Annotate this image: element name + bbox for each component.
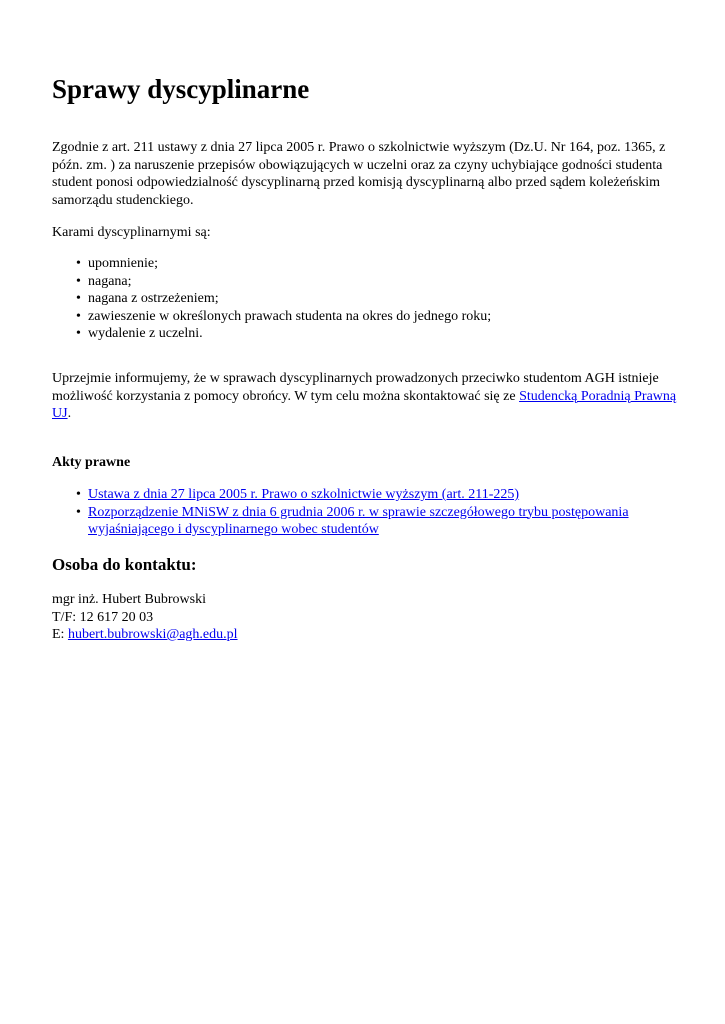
- penalties-intro: Karami dyscyplinarnymi są:: [52, 225, 211, 240]
- legal-clinic-link[interactable]: Studencką Poradnią Prawną UJ: [52, 388, 677, 421]
- intro-paragraph: Zgodnie z art. 211 ustawy z dnia 27 lipca 2005 r. Prawo o szkolnictwie wyższym (Dz.U. Nr 164, poz. 1365, z późn. zm. ) za naruszenie przepisów obowiązujących w uczelni oraz za czyny uchybiające godności studenta student ponosi odpowiedzialność dyscyplinarną przed komisją dyscyplinarną albo przed sądem koleżeńskim samorządu studenckiego.: [52, 140, 666, 208]
- bullet-icon: •: [76, 326, 81, 341]
- penalty-text: wydalenie z uczelni.: [88, 326, 203, 341]
- bullet-icon: •: [76, 504, 81, 520]
- list-item: [76, 290, 688, 308]
- info-end: .: [67, 406, 72, 421]
- penalties-list: [52, 255, 688, 343]
- bullet-icon: •: [76, 291, 81, 306]
- email-label: E:: [52, 627, 68, 642]
- penalty-text: zawieszenie w określonych prawach studenta na okres do jednego roku;: [88, 308, 492, 324]
- list-item: [76, 486, 688, 504]
- acts-heading: Akty prawne: [52, 455, 131, 470]
- list-item: [76, 273, 688, 291]
- email-link[interactable]: hubert.bubrowski@agh.edu.pl: [67, 627, 238, 642]
- act-link-ustawa[interactable]: Ustawa z dnia 27 lipca 2005 r. Prawo o szkolnictwie wyższym (art. 211-225): [88, 487, 520, 502]
- list-item: [76, 308, 688, 326]
- acts-list: [52, 486, 688, 539]
- list-item: [76, 325, 688, 343]
- info-paragraph: [52, 370, 682, 423]
- bullet-icon: •: [76, 256, 81, 271]
- bullet-icon: •: [76, 487, 81, 502]
- page-title: Sprawy dyscyplinarne: [52, 74, 310, 104]
- contact-block: [52, 591, 238, 644]
- contact-phone: T/F: 12 617 20 03: [52, 609, 154, 625]
- penalty-text: upomnienie;: [88, 256, 158, 271]
- bullet-icon: •: [76, 273, 81, 289]
- penalty-text: nagana z ostrzeżeniem;: [88, 291, 219, 306]
- info-text: Uprzejmie informujemy, że w sprawach dyscyplinarnych prowadzonych przeciwko studentom AGH istnieje możliwość korzystania z pomocy obrońcy. W tym celu można skontaktować się ze: [52, 371, 659, 404]
- act-link-rozporzadzenie[interactable]: Rozporządzenie MNiSW z dnia 6 grudnia 2006 r. w sprawie szczegółowego trybu postępowania wyjaśniającego i dyscyplinarnego wobec studentów: [88, 504, 629, 537]
- contact-name: mgr inż. Hubert Bubrowski: [52, 592, 206, 607]
- bullet-icon: •: [76, 308, 81, 324]
- list-item: [76, 504, 688, 539]
- contact-heading: Osoba do kontaktu:: [52, 555, 197, 574]
- list-item: [76, 255, 688, 273]
- penalty-text: nagana;: [88, 273, 132, 289]
- contact-email-row: [52, 626, 238, 644]
